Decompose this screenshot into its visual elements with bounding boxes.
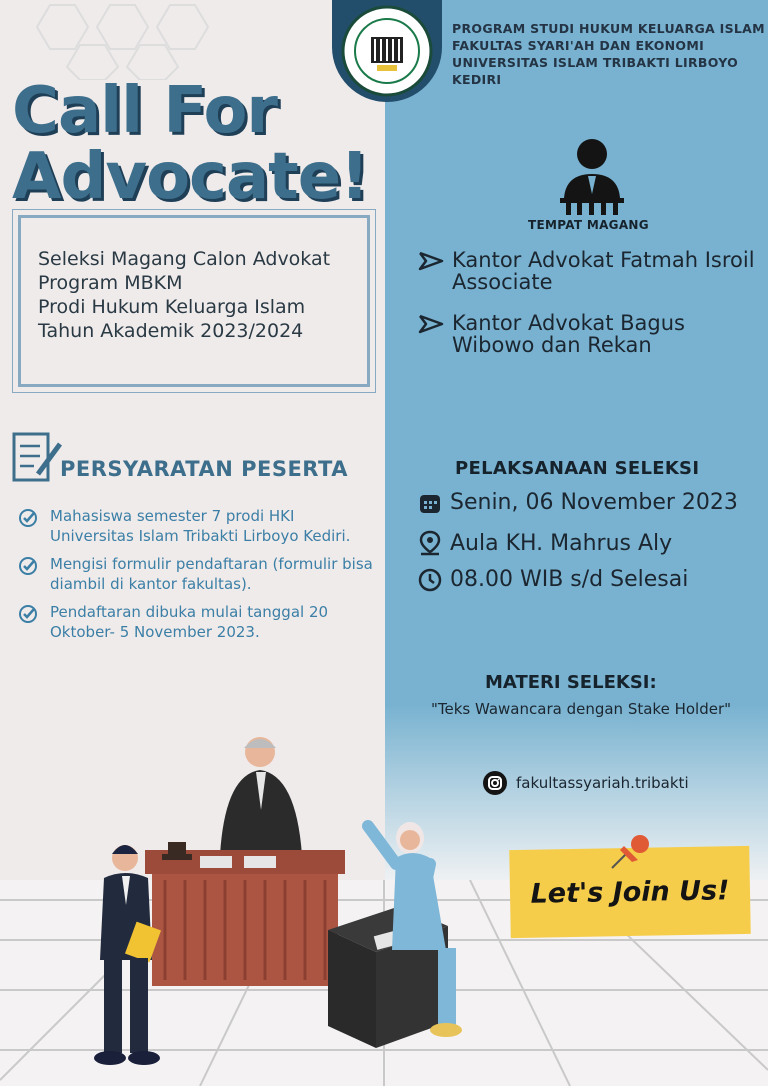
clock-icon (418, 568, 442, 592)
requirements-title: PERSYARATAN PESERTA (60, 457, 348, 481)
check-circle-icon (18, 508, 38, 528)
schedule-title: PELAKSANAAN SELEKSI (455, 458, 700, 479)
schedule-date (418, 490, 738, 515)
check-circle-icon (18, 556, 38, 576)
list-item (18, 602, 373, 642)
material-text: "Teks Wawancara dengan Stake Holder" (430, 700, 732, 718)
requirements-list (18, 506, 373, 650)
calendar-icon (418, 491, 442, 515)
arrow-right-icon (418, 314, 444, 334)
instagram-handle[interactable] (482, 770, 689, 796)
office-name: Kantor Advokat Fatmah Isroil Associate (452, 248, 755, 294)
intro-line3: Prodi Hukum Keluarga Islam (38, 296, 306, 318)
header-university: UNIVERSITAS ISLAM TRIBAKTI LIRBOYO KEDIRI (452, 55, 739, 87)
title-line1: Call For (12, 74, 277, 148)
intro-line1: Seleksi Magang Calon Advokat (38, 248, 331, 270)
hexagon-pattern (20, 0, 220, 80)
intro-line4: Tahun Akademik 2023/2024 (38, 320, 304, 342)
clipboard-icon (10, 430, 62, 486)
header-program: PROGRAM STUDI HUKUM KELUARGA ISLAM (452, 21, 765, 36)
pushpin-icon (606, 832, 652, 872)
requirement-text: Mengisi formulir pendaftaran (formulir bisa diambil di kantor fakultas). (50, 555, 373, 593)
header-faculty: FAKULTAS SYARI'AH DAN EKONOMI (452, 38, 705, 53)
location-pin-icon (418, 530, 442, 556)
schedule-time (418, 567, 688, 592)
instagram-handle-text: fakultassyariah.tribakti (516, 774, 689, 792)
courtroom-illustration (70, 730, 500, 1086)
title-line2: Advocate! (12, 140, 369, 214)
office-item (418, 312, 758, 356)
requirement-text: Pendaftaran dibuka mulai tanggal 20 Oktober- 5 November 2023. (50, 603, 329, 641)
internship-place-label: TEMPAT MAGANG (528, 218, 649, 232)
schedule-date-text: Senin, 06 November 2023 (450, 490, 738, 515)
join-us-label: Let's Join Us! (530, 874, 730, 910)
intro-text (38, 247, 368, 343)
lawyer-icon (556, 136, 628, 218)
check-circle-icon (18, 604, 38, 624)
schedule-place (418, 530, 672, 556)
office-item (418, 249, 758, 293)
list-item (18, 506, 373, 546)
office-name: Kantor Advokat Bagus Wibowo dan Rekan (452, 311, 685, 357)
requirement-text: Mahasiswa semester 7 prodi HKI Universitas Islam Tribakti Lirboyo Kediri. (50, 507, 351, 545)
schedule-time-text: 08.00 WIB s/d Selesai (450, 567, 689, 592)
institution-header (452, 20, 768, 88)
schedule-place-text: Aula KH. Mahrus Aly (450, 530, 673, 556)
intro-line2: Program MBKM (38, 272, 183, 294)
material-title: MATERI SELEKSI: (485, 672, 657, 693)
page-title (12, 74, 369, 214)
arrow-right-icon (418, 251, 444, 271)
list-item (18, 554, 373, 594)
